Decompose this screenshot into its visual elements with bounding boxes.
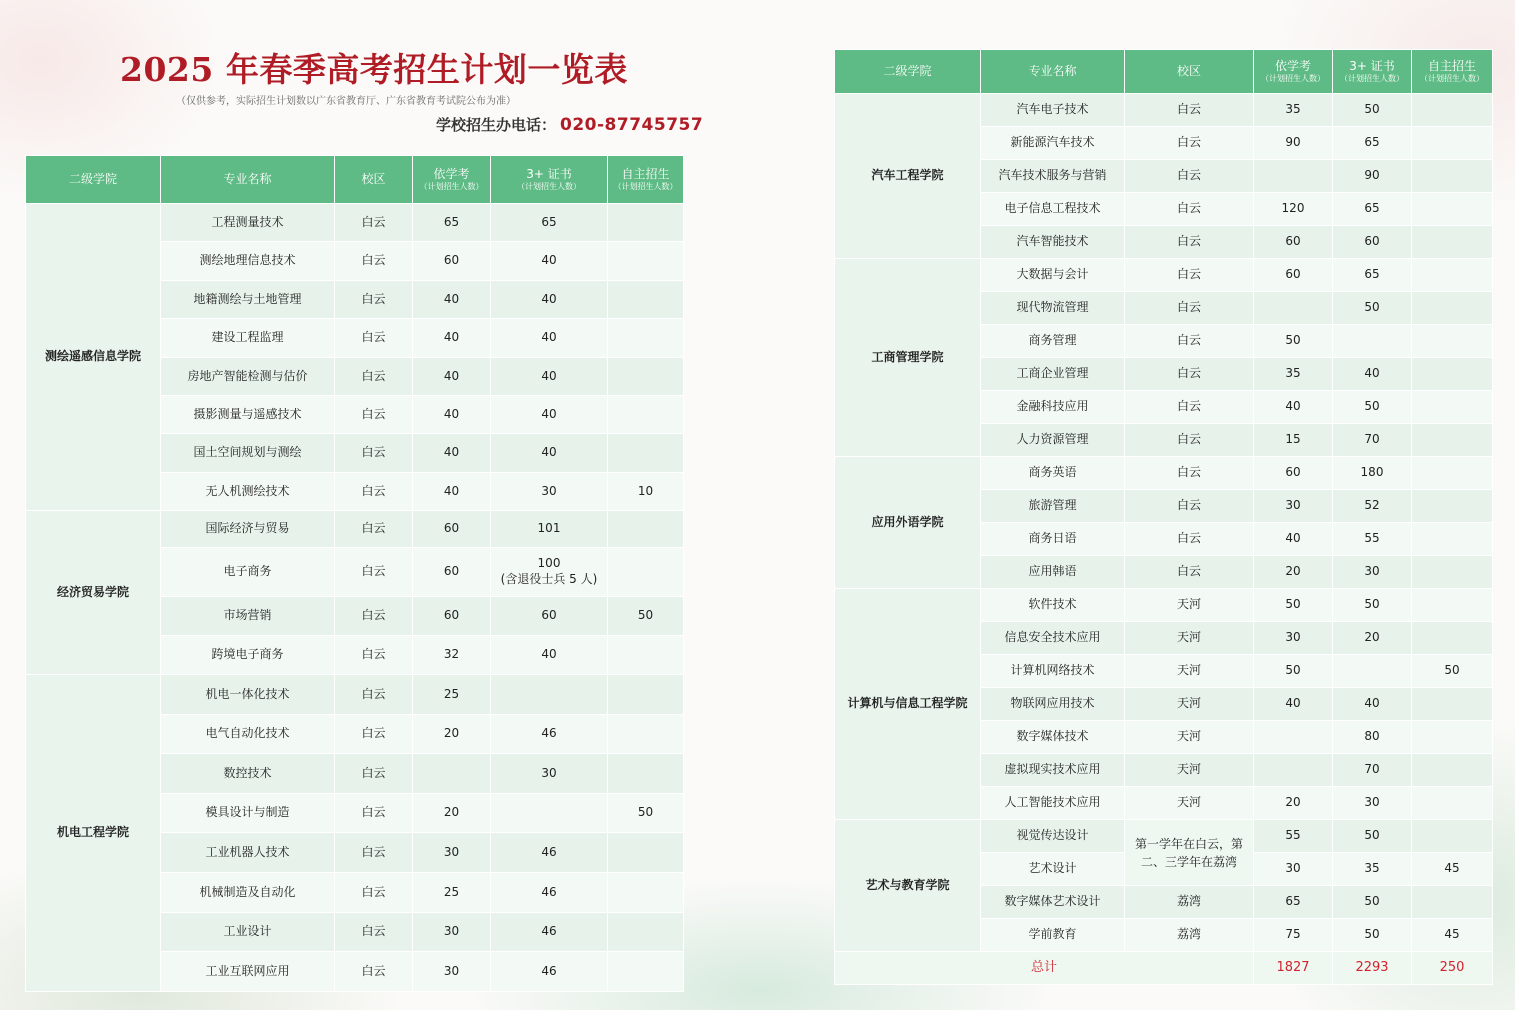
c1-cell: 90	[1254, 127, 1333, 160]
c2-cell: 40	[491, 636, 608, 675]
col-major-header: 专业名称	[161, 156, 335, 204]
major-cell: 汽车电子技术	[981, 94, 1125, 127]
col-c3-header	[608, 156, 684, 204]
c2-note: (含退役士兵 5 人)	[500, 572, 598, 586]
c2-cell: 65	[1333, 193, 1412, 226]
page-title: 2025 年春季高考招生计划一览表	[120, 50, 628, 89]
table-row	[835, 820, 1493, 853]
major-cell: 商务日语	[981, 523, 1125, 556]
c3-cell	[1412, 820, 1493, 853]
c3-cell	[1412, 886, 1493, 919]
major-cell: 计算机网络技术	[981, 655, 1125, 688]
c3-cell	[608, 396, 684, 434]
c1-cell: 30	[1254, 622, 1333, 655]
c2-cell: 20	[1333, 622, 1412, 655]
c3-cell	[1412, 721, 1493, 754]
campus-cell: 天河	[1125, 688, 1254, 721]
col-major-header: 专业名称	[981, 50, 1125, 94]
table-row	[835, 589, 1493, 622]
campus-cell: 白云	[335, 597, 413, 636]
c3-cell	[1412, 622, 1493, 655]
col-c1-sub: （计划招生人数）	[1261, 73, 1325, 83]
c2-cell: 46	[491, 913, 608, 952]
table-body-right	[835, 94, 1493, 985]
c2-cell: 65	[1333, 259, 1412, 292]
c2-cell: 40	[491, 281, 608, 319]
major-cell: 视觉传达设计	[981, 820, 1125, 853]
c2-value: 100	[537, 556, 561, 571]
major-cell: 金融科技应用	[981, 391, 1125, 424]
campus-cell: 白云	[335, 204, 413, 242]
c2-cell: 65	[1333, 127, 1412, 160]
major-cell: 电气自动化技术	[161, 715, 335, 754]
c1-cell: 40	[413, 396, 491, 434]
c1-cell: 40	[1254, 523, 1333, 556]
campus-cell: 白云	[335, 833, 413, 873]
c3-cell	[608, 434, 684, 473]
c1-cell: 30	[1254, 490, 1333, 523]
major-cell: 信息安全技术应用	[981, 622, 1125, 655]
c3-cell	[608, 715, 684, 754]
c1-cell: 30	[413, 833, 491, 873]
c2-cell: 46	[491, 952, 608, 992]
enrollment-table-left	[25, 155, 684, 992]
campus-cell: 白云	[1125, 160, 1254, 193]
c1-cell: 120	[1254, 193, 1333, 226]
table-row	[835, 94, 1493, 127]
campus-cell: 白云	[1125, 226, 1254, 259]
campus-cell: 白云	[1125, 424, 1254, 457]
campus-cell: 白云	[335, 473, 413, 511]
major-cell: 摄影测量与遥感技术	[161, 396, 335, 434]
major-cell: 国土空间规划与测绘	[161, 434, 335, 473]
major-cell: 新能源汽车技术	[981, 127, 1125, 160]
major-cell: 数字媒体艺术设计	[981, 886, 1125, 919]
c2-cell: 46	[491, 715, 608, 754]
total-c2-value: 2293	[1333, 952, 1412, 985]
campus-cell: 白云	[1125, 358, 1254, 391]
c2-cell: 30	[1333, 787, 1412, 820]
c1-cell: 40	[413, 281, 491, 319]
c3-cell	[608, 675, 684, 715]
major-cell: 建设工程监理	[161, 319, 335, 358]
c2-cell: 60	[491, 597, 608, 636]
c3-cell	[1412, 490, 1493, 523]
c2-cell: 30	[491, 754, 608, 794]
c1-cell: 30	[413, 913, 491, 952]
c3-cell	[608, 204, 684, 242]
col-c2-title: 3+ 证书	[1349, 59, 1395, 74]
c1-cell: 55	[1254, 820, 1333, 853]
c3-cell: 50	[608, 597, 684, 636]
major-cell: 工程测量技术	[161, 204, 335, 242]
campus-cell: 白云	[1125, 523, 1254, 556]
total-c1-value: 1827	[1254, 952, 1333, 985]
c2-cell	[1333, 655, 1412, 688]
c1-cell: 65	[1254, 886, 1333, 919]
c2-cell	[491, 794, 608, 833]
campus-cell: 天河	[1125, 622, 1254, 655]
campus-cell: 白云	[335, 319, 413, 358]
c3-cell	[608, 242, 684, 281]
college-cell: 工商管理学院	[835, 259, 981, 457]
c2-cell: 60	[1333, 226, 1412, 259]
major-cell: 汽车技术服务与营销	[981, 160, 1125, 193]
major-cell: 物联网应用技术	[981, 688, 1125, 721]
c3-cell	[608, 548, 684, 597]
major-cell: 电子信息工程技术	[981, 193, 1125, 226]
c2-cell: 40	[491, 242, 608, 281]
major-cell: 学前教育	[981, 919, 1125, 952]
campus-cell: 白云	[1125, 259, 1254, 292]
col-c1-title: 依学考	[1274, 59, 1311, 74]
c3-cell	[1412, 556, 1493, 589]
col-c1-sub: （计划招生人数）	[419, 181, 484, 191]
total-label: 总计	[835, 952, 1254, 985]
c1-cell: 60	[413, 548, 491, 597]
col-c3-title: 自主招生	[621, 167, 670, 182]
table-header-row	[26, 156, 684, 204]
c1-cell: 32	[413, 636, 491, 675]
college-cell: 测绘遥感信息学院	[26, 204, 161, 511]
c2-cell: 50	[1333, 94, 1412, 127]
c1-cell: 20	[413, 715, 491, 754]
campus-cell: 白云	[335, 242, 413, 281]
c2-cell: 52	[1333, 490, 1412, 523]
table-row	[26, 511, 684, 548]
c1-cell: 25	[413, 675, 491, 715]
c2-cell: 50	[1333, 820, 1412, 853]
campus-cell: 白云	[335, 754, 413, 794]
major-cell: 数字媒体技术	[981, 721, 1125, 754]
c3-cell	[1412, 358, 1493, 391]
col-c3-title: 自主招生	[1427, 59, 1476, 74]
major-cell: 工业设计	[161, 913, 335, 952]
campus-cell: 荔湾	[1125, 919, 1254, 952]
major-cell: 工业互联网应用	[161, 952, 335, 992]
col-c1-header	[1254, 50, 1333, 94]
c3-cell: 50	[1412, 655, 1493, 688]
c1-cell: 50	[1254, 655, 1333, 688]
c3-cell	[1412, 688, 1493, 721]
campus-cell: 白云	[1125, 325, 1254, 358]
c3-cell: 45	[1412, 853, 1493, 886]
total-c3-value: 250	[1412, 952, 1493, 985]
c1-cell: 60	[413, 242, 491, 281]
c1-cell: 15	[1254, 424, 1333, 457]
campus-cell: 天河	[1125, 754, 1254, 787]
total-row	[835, 952, 1493, 985]
c1-cell	[1254, 160, 1333, 193]
c3-cell	[1412, 589, 1493, 622]
campus-cell: 白云	[335, 636, 413, 675]
major-cell: 机电一体化技术	[161, 675, 335, 715]
college-cell: 经济贸易学院	[26, 511, 161, 675]
campus-cell: 天河	[1125, 721, 1254, 754]
col-c3-sub: （计划招生人数）	[1420, 73, 1484, 83]
c2-cell: 46	[491, 833, 608, 873]
c1-cell: 35	[1254, 94, 1333, 127]
c3-cell	[608, 358, 684, 396]
major-cell: 汽车智能技术	[981, 226, 1125, 259]
c1-cell: 40	[1254, 391, 1333, 424]
college-cell: 艺术与教育学院	[835, 820, 981, 952]
c1-cell: 40	[413, 319, 491, 358]
col-c2-header	[1333, 50, 1412, 94]
c3-cell	[1412, 325, 1493, 358]
col-c3-header	[1412, 50, 1493, 94]
major-cell: 软件技术	[981, 589, 1125, 622]
major-cell: 旅游管理	[981, 490, 1125, 523]
c2-cell: 40	[491, 396, 608, 434]
c3-cell	[1412, 193, 1493, 226]
campus-cell: 荔湾	[1125, 886, 1254, 919]
c1-cell: 40	[413, 358, 491, 396]
major-cell: 机械制造及自动化	[161, 873, 335, 913]
c3-cell	[1412, 457, 1493, 490]
c1-cell: 40	[413, 473, 491, 511]
phone-number: 020-87745757	[560, 115, 704, 135]
c1-cell: 65	[413, 204, 491, 242]
c1-cell: 50	[1254, 589, 1333, 622]
c2-cell: 40	[491, 358, 608, 396]
c2-cell: 55	[1333, 523, 1412, 556]
table-row	[26, 204, 684, 242]
page-subtitle: （仅供参考，实际招生计划数以广东省教育厅、广东省教育考试院公布为准）	[176, 96, 516, 107]
c2-cell: 35	[1333, 853, 1412, 886]
c2-cell: 70	[1333, 754, 1412, 787]
campus-cell: 白云	[1125, 490, 1254, 523]
c2-cell: 80	[1333, 721, 1412, 754]
c3-cell	[608, 281, 684, 319]
major-cell: 人工智能技术应用	[981, 787, 1125, 820]
major-cell: 国际经济与贸易	[161, 511, 335, 548]
c1-cell: 40	[1254, 688, 1333, 721]
c2-cell: 50	[1333, 292, 1412, 325]
c1-cell: 35	[1254, 358, 1333, 391]
c2-cell: 65	[491, 204, 608, 242]
c2-cell: 40	[1333, 688, 1412, 721]
c1-cell: 60	[1254, 457, 1333, 490]
c3-cell	[608, 952, 684, 992]
c1-cell: 20	[1254, 787, 1333, 820]
phone-label: 学校招生办电话：	[436, 116, 557, 134]
campus-cell: 白云	[335, 548, 413, 597]
c3-cell	[1412, 226, 1493, 259]
campus-cell: 白云	[335, 794, 413, 833]
major-cell: 模具设计与制造	[161, 794, 335, 833]
major-cell: 数控技术	[161, 754, 335, 794]
c3-cell	[1412, 127, 1493, 160]
campus-cell: 天河	[1125, 589, 1254, 622]
major-cell: 跨境电子商务	[161, 636, 335, 675]
campus-cell: 白云	[335, 434, 413, 473]
c3-cell	[1412, 94, 1493, 127]
c3-cell: 50	[608, 794, 684, 833]
college-cell: 汽车工程学院	[835, 94, 981, 259]
c1-cell: 50	[1254, 325, 1333, 358]
c3-cell: 10	[608, 473, 684, 511]
c1-cell: 75	[1254, 919, 1333, 952]
c1-cell: 60	[1254, 259, 1333, 292]
campus-cell: 白云	[1125, 292, 1254, 325]
major-cell: 大数据与会计	[981, 259, 1125, 292]
c1-cell: 60	[413, 597, 491, 636]
c3-cell	[1412, 424, 1493, 457]
c2-cell: 40	[1333, 358, 1412, 391]
campus-cell: 白云	[1125, 94, 1254, 127]
c2-cell: 30	[491, 473, 608, 511]
c1-cell: 40	[413, 434, 491, 473]
c2-cell: 50	[1333, 886, 1412, 919]
c2-cell: 40	[491, 319, 608, 358]
campus-cell: 白云	[335, 873, 413, 913]
col-c2-sub: （计划招生人数）	[1340, 73, 1404, 83]
c2-cell: 180	[1333, 457, 1412, 490]
c2-cell: 101	[491, 511, 608, 548]
c3-cell	[608, 873, 684, 913]
c2-cell: 90	[1333, 160, 1412, 193]
col-c2-sub: （计划招生人数）	[517, 181, 581, 191]
major-cell: 工商企业管理	[981, 358, 1125, 391]
admissions-phone	[436, 114, 703, 135]
table-row	[26, 675, 684, 715]
c3-cell	[608, 913, 684, 952]
major-cell: 人力资源管理	[981, 424, 1125, 457]
major-cell: 工业机器人技术	[161, 833, 335, 873]
c3-cell	[1412, 160, 1493, 193]
c1-cell: 60	[413, 511, 491, 548]
c3-cell: 45	[1412, 919, 1493, 952]
campus-cell: 白云	[335, 675, 413, 715]
table-row	[835, 457, 1493, 490]
major-cell: 现代物流管理	[981, 292, 1125, 325]
major-cell: 商务管理	[981, 325, 1125, 358]
col-c2-title: 3+ 证书	[526, 167, 572, 182]
col-c1-title: 依学考	[433, 167, 470, 182]
major-cell: 电子商务	[161, 548, 335, 597]
c3-cell	[608, 511, 684, 548]
major-cell: 地籍测绘与土地管理	[161, 281, 335, 319]
col-c3-sub: （计划招生人数）	[613, 181, 678, 191]
campus-cell: 白云	[335, 715, 413, 754]
campus-cell: 白云	[335, 396, 413, 434]
c2-cell: 30	[1333, 556, 1412, 589]
campus-cell: 天河	[1125, 787, 1254, 820]
col-campus-header: 校区	[1125, 50, 1254, 94]
c1-cell	[1254, 754, 1333, 787]
major-cell: 测绘地理信息技术	[161, 242, 335, 281]
campus-cell: 第一学年在白云，第二、三学年在荔湾	[1125, 820, 1254, 886]
campus-cell: 白云	[335, 511, 413, 548]
c3-cell	[1412, 754, 1493, 787]
c2-cell	[491, 675, 608, 715]
major-cell: 市场营销	[161, 597, 335, 636]
table-row	[835, 259, 1493, 292]
major-cell: 艺术设计	[981, 853, 1125, 886]
campus-cell: 白云	[335, 913, 413, 952]
major-cell: 应用韩语	[981, 556, 1125, 589]
c3-cell	[608, 319, 684, 358]
major-cell: 房地产智能检测与估价	[161, 358, 335, 396]
major-cell: 虚拟现实技术应用	[981, 754, 1125, 787]
c2-cell: 50	[1333, 919, 1412, 952]
col-college-header: 二级学院	[26, 156, 161, 204]
c1-cell: 30	[413, 952, 491, 992]
college-cell: 机电工程学院	[26, 675, 161, 992]
enrollment-table-right	[834, 49, 1493, 985]
c1-cell: 20	[1254, 556, 1333, 589]
c3-cell	[608, 754, 684, 794]
college-cell: 应用外语学院	[835, 457, 981, 589]
c2-cell: 70	[1333, 424, 1412, 457]
campus-cell: 白云	[1125, 457, 1254, 490]
c1-cell	[1254, 721, 1333, 754]
college-cell: 计算机与信息工程学院	[835, 589, 981, 820]
campus-cell: 白云	[335, 952, 413, 992]
c3-cell	[1412, 259, 1493, 292]
c3-cell	[608, 833, 684, 873]
campus-cell: 白云	[1125, 127, 1254, 160]
c2-cell	[1333, 325, 1412, 358]
c1-cell: 25	[413, 873, 491, 913]
col-c1-header	[413, 156, 491, 204]
campus-cell: 白云	[1125, 193, 1254, 226]
c2-cell: 40	[491, 434, 608, 473]
c1-cell	[1254, 292, 1333, 325]
table-body-left	[26, 204, 684, 992]
col-campus-header: 校区	[335, 156, 413, 204]
campus-cell: 白云	[335, 358, 413, 396]
c3-cell	[1412, 523, 1493, 556]
major-cell: 无人机测绘技术	[161, 473, 335, 511]
table-header-row	[835, 50, 1493, 94]
campus-cell: 白云	[335, 281, 413, 319]
campus-cell: 白云	[1125, 391, 1254, 424]
c1-cell: 60	[1254, 226, 1333, 259]
c2-cell: 50	[1333, 391, 1412, 424]
col-college-header: 二级学院	[835, 50, 981, 94]
campus-cell: 天河	[1125, 655, 1254, 688]
c1-cell	[413, 754, 491, 794]
col-c2-header	[491, 156, 608, 204]
c1-cell: 20	[413, 794, 491, 833]
c3-cell	[1412, 292, 1493, 325]
campus-cell: 白云	[1125, 556, 1254, 589]
c1-cell: 30	[1254, 853, 1333, 886]
c2-cell: 46	[491, 873, 608, 913]
c3-cell	[1412, 787, 1493, 820]
c3-cell	[608, 636, 684, 675]
major-cell: 商务英语	[981, 457, 1125, 490]
c3-cell	[1412, 391, 1493, 424]
c2-cell: 50	[1333, 589, 1412, 622]
c2-cell	[491, 548, 608, 597]
